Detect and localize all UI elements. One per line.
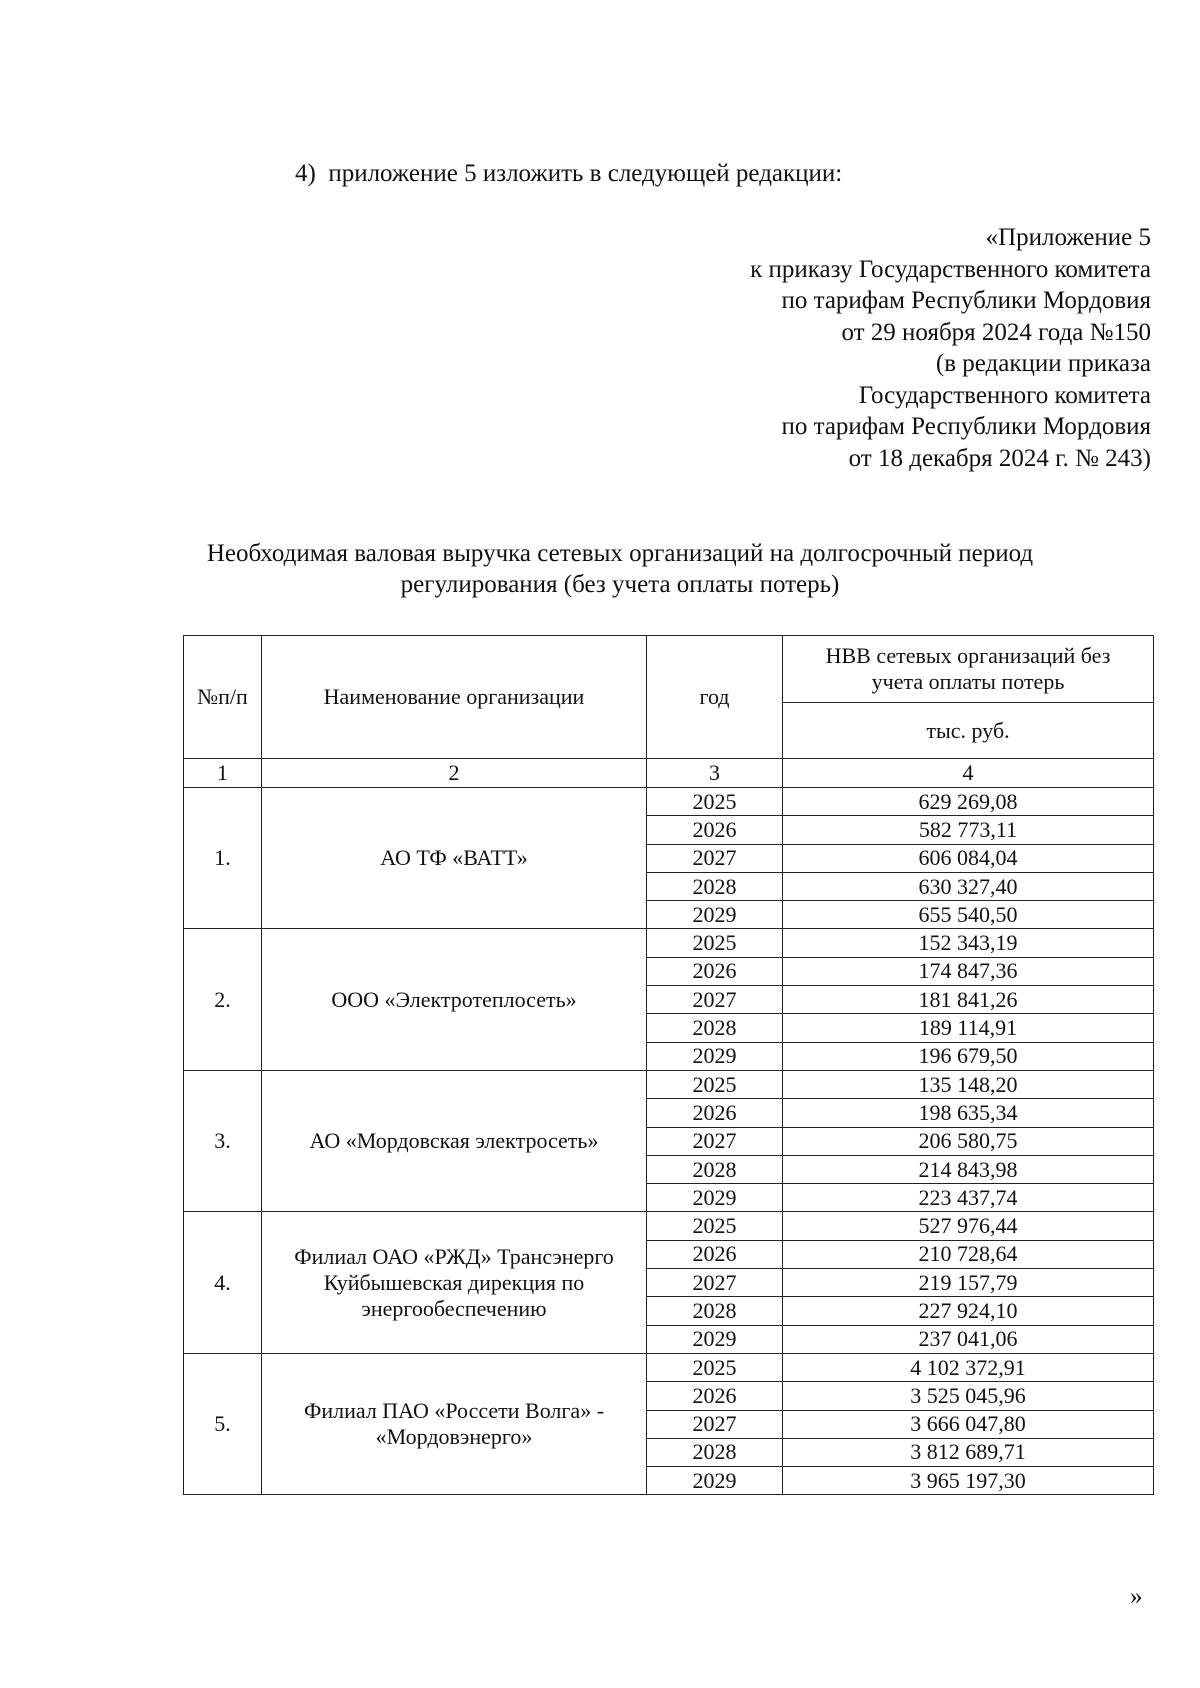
org-number: 1. (184, 788, 262, 929)
year-cell: 2028 (647, 872, 783, 900)
year-cell: 2027 (647, 986, 783, 1014)
year-cell: 2026 (647, 957, 783, 985)
org-name: Филиал ПАО «Россети Волга» - «Мордовэнерго» (262, 1353, 647, 1494)
appendix-line: от 18 декабря 2024 г. № 243) (848, 444, 1151, 472)
table-row (184, 1212, 1154, 1240)
header-name: Наименование организации (262, 636, 647, 759)
org-name: АО «Мордовская электросеть» (262, 1070, 647, 1211)
value-cell: 3 812 689,71 (783, 1438, 1154, 1466)
col-number: 3 (647, 759, 783, 788)
org-name: АО ТФ «ВАТТ» (262, 788, 647, 929)
year-cell: 2028 (647, 1014, 783, 1042)
value-cell: 214 843,98 (783, 1155, 1154, 1183)
org-number: 5. (184, 1353, 262, 1494)
header-num: №п/п (184, 636, 262, 759)
year-cell: 2029 (647, 1042, 783, 1070)
year-cell: 2028 (647, 1155, 783, 1183)
table-row (184, 929, 1154, 957)
title-line: Необходимая валовая выручка сетевых организаций на долгосрочный период (206, 540, 1034, 567)
year-cell: 2028 (647, 1438, 783, 1466)
document-title (150, 538, 1090, 600)
value-cell: 630 327,40 (783, 872, 1154, 900)
table-body (184, 788, 1154, 1495)
value-cell: 189 114,91 (783, 1014, 1154, 1042)
appendix-line: по тарифам Республики Мордовия (781, 287, 1151, 314)
year-cell: 2027 (647, 1269, 783, 1297)
value-cell: 135 148,20 (783, 1070, 1154, 1098)
value-cell: 3 666 047,80 (783, 1410, 1154, 1438)
value-cell: 210 728,64 (783, 1240, 1154, 1268)
year-cell: 2028 (647, 1297, 783, 1325)
year-cell: 2027 (647, 844, 783, 872)
org-number: 3. (184, 1070, 262, 1211)
year-cell: 2029 (647, 1325, 783, 1353)
year-cell: 2027 (647, 1127, 783, 1155)
org-number: 4. (184, 1212, 262, 1353)
org-name: ООО «Электротеплосеть» (262, 929, 647, 1070)
value-cell: 3 965 197,30 (783, 1467, 1154, 1495)
value-cell: 237 041,06 (783, 1325, 1154, 1353)
table-row (184, 1353, 1154, 1381)
year-cell: 2025 (647, 788, 783, 816)
year-cell: 2029 (647, 901, 783, 929)
org-name: Филиал ОАО «РЖД» Трансэнерго Куйбышевская дирекция по энергообеспечению (262, 1212, 647, 1353)
year-cell: 2025 (647, 1353, 783, 1381)
year-cell: 2026 (647, 1099, 783, 1127)
value-cell: 219 157,79 (783, 1269, 1154, 1297)
year-cell: 2026 (647, 1382, 783, 1410)
appendix-line: к приказу Государственного комитета (750, 255, 1151, 283)
header-nvv: НВВ сетевых организаций без учета оплаты потерь (783, 636, 1154, 703)
year-cell: 2026 (647, 1240, 783, 1268)
value-cell: 527 976,44 (783, 1212, 1154, 1240)
value-cell: 629 269,08 (783, 788, 1154, 816)
appendix-line: по тарифам Республики Мордовия (781, 413, 1151, 440)
year-cell: 2026 (647, 816, 783, 844)
closing-quote: » (1130, 1583, 1143, 1610)
year-cell: 2025 (647, 1212, 783, 1240)
value-cell: 655 540,50 (783, 901, 1154, 929)
appendix-header (750, 222, 1151, 474)
appendix-line: от 29 ноября 2024 года №150 (841, 318, 1151, 346)
header-year: год (647, 636, 783, 759)
table-row (184, 1070, 1154, 1098)
col-number: 4 (783, 759, 1154, 788)
org-number: 2. (184, 929, 262, 1070)
value-cell: 198 635,34 (783, 1099, 1154, 1127)
value-cell: 223 437,74 (783, 1184, 1154, 1212)
value-cell: 3 525 045,96 (783, 1382, 1154, 1410)
value-cell: 174 847,36 (783, 957, 1154, 985)
year-cell: 2027 (647, 1410, 783, 1438)
value-cell: 4 102 372,91 (783, 1353, 1154, 1381)
col-number: 1 (184, 759, 262, 788)
year-cell: 2029 (647, 1184, 783, 1212)
value-cell: 152 343,19 (783, 929, 1154, 957)
appendix-line: Государственного комитета (858, 381, 1151, 409)
year-cell: 2025 (647, 1070, 783, 1098)
value-cell: 606 084,04 (783, 844, 1154, 872)
revenue-table (183, 635, 1154, 1495)
amendment-intro: 4) приложение 5 изложить в следующей редакции: (295, 160, 843, 187)
title-line: регулирования (без учета оплаты потерь) (400, 571, 840, 598)
value-cell: 227 924,10 (783, 1297, 1154, 1325)
value-cell: 181 841,26 (783, 986, 1154, 1014)
value-cell: 582 773,11 (783, 816, 1154, 844)
appendix-line: «Приложение 5 (985, 224, 1151, 251)
appendix-line: (в редакции приказа (935, 350, 1151, 377)
col-number: 2 (262, 759, 647, 788)
year-cell: 2029 (647, 1467, 783, 1495)
table-row (184, 788, 1154, 816)
value-cell: 206 580,75 (783, 1127, 1154, 1155)
value-cell: 196 679,50 (783, 1042, 1154, 1070)
year-cell: 2025 (647, 929, 783, 957)
header-unit: тыс. руб. (783, 703, 1154, 759)
